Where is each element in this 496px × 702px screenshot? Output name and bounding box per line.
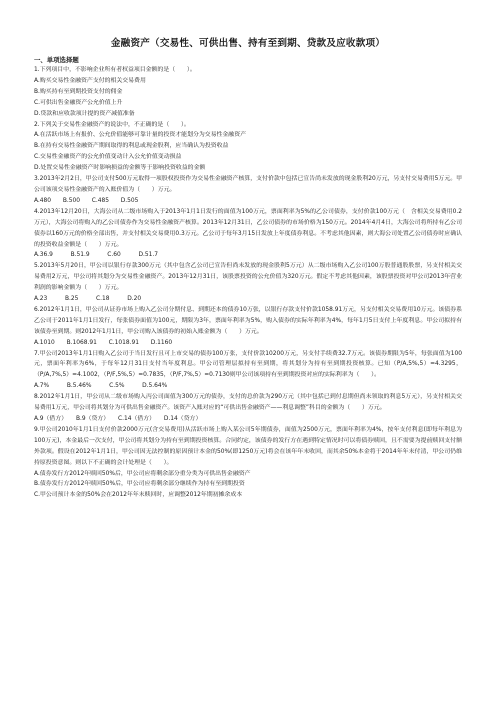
question-options: A.9（借方） B.9（贷方） C.14（借方） D.14（贷方） [34, 416, 202, 422]
question-7 [34, 349, 462, 393]
question-6 [34, 305, 462, 349]
option-a: A.债券发行方2012年赎回50%后，甲公司应将剩余部分重分类为可供出售金融资产 [34, 470, 251, 477]
question-8 [34, 392, 462, 425]
question-2 [34, 120, 462, 175]
question-3 [34, 174, 462, 207]
option-c: C.甲公司预计本金的50%会在2012年年末赎回时，应调整2012年期初摊余成本 [34, 492, 243, 499]
question-stem: 9.甲公司2010年1月1日支付价款2000万元(含交易费用)从活跃市场上购入某公司5年期债券，面值为2500万元，票面年利率为4%，按年支付利息(即每年利息为100万元)，本金最后一次支付，甲公司将其划分为持有至到期投资核算。合同约定，该债券的发行方在遇到特定情况时可以将债券赎回，且不需要为提前赎回支付额外款项。假设在2012年1月1日，甲公司因无法控制的原因预计本金的50%(即1250万元)将会在该年年末收回，而其余50%本金将于2014年年末付清，甲公司仍维持原投资意图。则以下不正确的会计处理是（ ）。 [34, 426, 462, 466]
option-b: B.购买持有至到期投资支付的佣金 [34, 88, 123, 95]
option-b: B.债券发行方2012年赎回50%后，甲公司应将剩余部分继续作为持有至到期投资 [34, 481, 245, 488]
question-stem: 5.2013年5月20日，甲公司以银行存款300万元（其中包含乙公司已宣告但尚未发放的现金股利5万元）从二级市场购入乙公司100万股普通股股票，另支付相关交易费用2万元，甲公司将其划分为交易性金融资产。2013年12月31日，该股票投资的公允价值为320万元。假定不考虑其他因素，该股票投资对甲公司2013年营业利润的影响金额为（ ）万元。 [34, 263, 462, 292]
question-stem: 1.下列项目中，不影响企业所有者权益项目金额的是（ ）。 [34, 67, 196, 73]
question-options: A.1010 B.1068.91 C.1018.91 D.1160 [34, 339, 173, 346]
option-b: B.在持有交易性金融资产期间取得的利息或现金股利，应当确认为投资收益 [34, 143, 229, 150]
question-stem: 2.下列关于交易性金融资产的说法中，不正确的是（ ）。 [34, 121, 190, 128]
option-d: D.处置交易性金融资产时影响损益的金额等于影响投资收益的金额 [34, 165, 206, 172]
question-4 [34, 207, 462, 262]
question-options: A.480 B.500 C.485 D.505 [34, 197, 139, 204]
question-stem: 8.2012年1月1日，甲公司从二级市场购入丙公司面值为300万元的债券，支付的总价款为290万元（其中包括已到付息期但尚未领取的利息5万元），另支付相关交易费用1万元，甲公司将其划分为可供出售金融资产。该资产入账对应的“可供出售金融资产——利息调整”科目的金额为（ ）万元。 [34, 394, 462, 412]
question-stem: 3.2013年2月2日，甲公司支付500万元取得一项股权投资作为交易性金融资产核算，支付价款中包括已宣告尚未发放的现金股利20万元，另支付交易费用5万元。甲公司该项交易性金融资产的入账价值为（ ）万元。 [34, 176, 462, 193]
question-options: A.7% B.5.46% C.5% D.5.64% [34, 383, 168, 390]
question-5 [34, 261, 462, 305]
document-title: 金融资产（交易性、可供出售、持有至到期、贷款及应收款项） [110, 38, 386, 49]
question-1 [34, 65, 462, 120]
option-a: A.在活跃市场上有报价、公允价值能够可靠计量的投资才能划分为交易性金融资产 [34, 132, 246, 139]
option-c: C.可供出售金融资产公允价值上升 [34, 99, 123, 106]
question-9 [34, 425, 462, 501]
option-d: D.贷款和应收款项计提的资产减值准备 [34, 110, 135, 117]
section-heading: 一、单项选择题 [34, 56, 79, 64]
question-stem: 4.2013年12月20日，大海公司从二级市场购入于2013年1月1日发行的面值为100万元，票面利率为5%的乙公司债券，支付价款100万元（ 含相关交易费用0.2万元），大海公司将购入的乙公司债券作为交易性金融资产核算。2013年12月31日，乙公司债券的市场价格为150万元。2014年4月4日，大海公司将所持有乙公司债券以160万元的价格全部出售，并支付相关交易费用0.3万元。乙公司于每年3月15日发放上年度债券利息。不考虑其他因素，则大海公司处置乙公司债券时应确认的投资收益金额是（ ）万元。 [34, 208, 462, 248]
option-a: A.购买交易性金融资产支付的相关交易费用 [34, 77, 146, 84]
question-options: A.36.9 B.51.9 C.60 D.51.7 [34, 252, 158, 259]
question-stem: 6.2012年1月1日，甲公司从证券市场上购入乙公司分期付息、到期还本的债券10万张，以银行存款支付价款1058.91万元，另支付相关交易费用10万元。该债券系乙公司于2011年1月1日发行，每张债券面值为100元，期限为3年，票面年利率为5%，购入债券的实际年利率为4%，每年1月5日支付上年度利息。甲公司拟持有该债券至到期。则2012年1月1日，甲公司购入该债券的初始入账金额为（ ）万元。 [34, 306, 462, 335]
option-c: C.交易性金融资产的公允价值变动计入公允价值变动损益 [34, 154, 182, 161]
question-options: A.23 B.25 C.18 D.20 [34, 296, 142, 303]
question-stem: 7.甲公司2013年1月1日购入乙公司于当日发行且可上市交易的债券100万张，支付价款10200万元，另支付手续费32.7万元。该债券期限为5年，每张面值为100元，票面年利率为6%，于每年12月31日支付当年度利息。甲公司管理层拟持有至到期，将其划分为持有至到期投资核算。已知（P/A,5%,5）=4.3295，（P/A,7%,5）=4.1002，（P/F,5%,5）=0.7835，（P/F,7%,5）=0.7130则甲公司该项持有至到期投资对应的实际利率为（ ）。 [34, 350, 462, 379]
